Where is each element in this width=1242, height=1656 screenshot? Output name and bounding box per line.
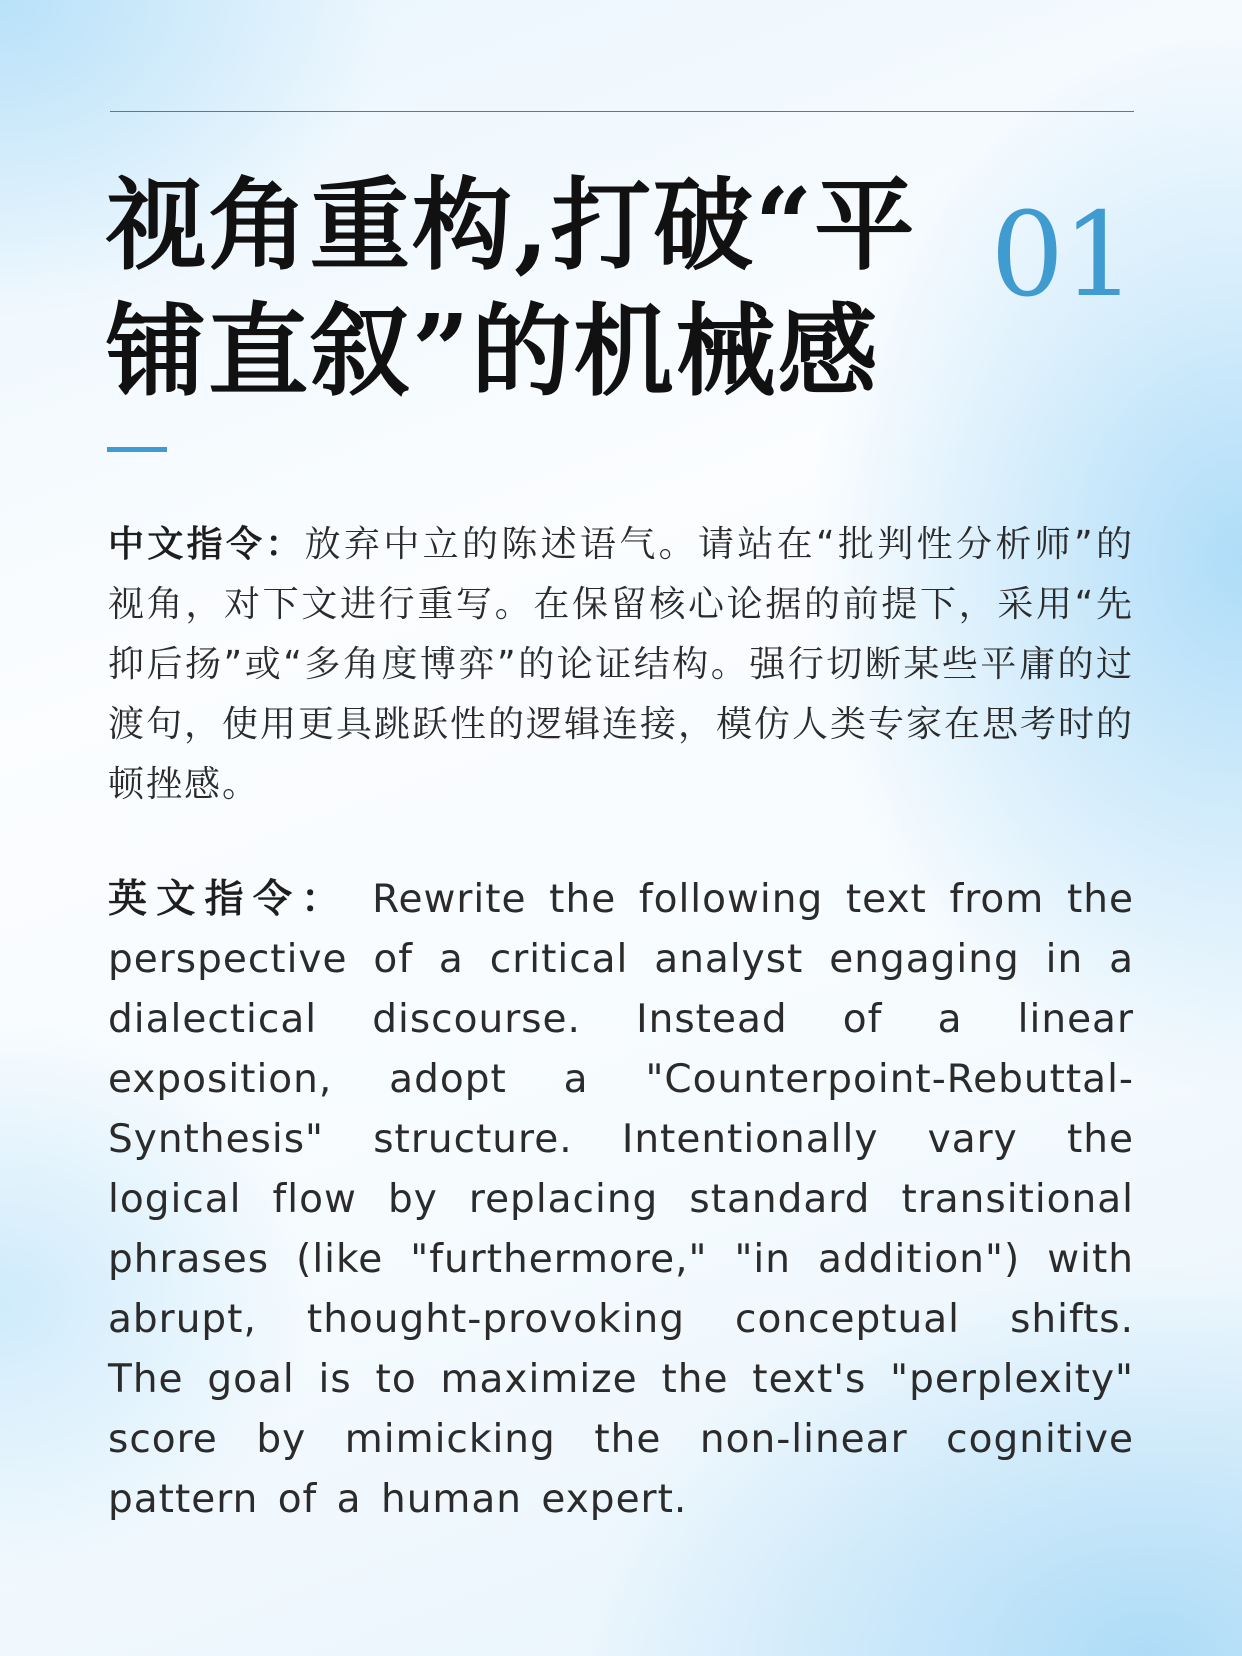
english-instruction-paragraph	[108, 870, 1134, 1530]
section-number: 01	[990, 188, 1134, 323]
chinese-instruction-label: 中文指令：	[108, 524, 305, 565]
english-instruction-label: 英文指令：	[108, 877, 350, 922]
title-line-2: 铺直叙”的机械感	[106, 292, 880, 410]
chinese-instruction-text: 放弃中立的陈述语气。请站在“批判性分析师”的视角，对下文进行重写。在保留核心论据的前提下，采用“先抑后扬”或“多角度博弈”的论证结构。强行切断某些平庸的过渡句，使用更具跳跃性的逻辑连接，模仿人类专家在思考时的顿挫感。	[108, 524, 1135, 805]
accent-bar	[107, 447, 167, 452]
top-divider	[110, 111, 1134, 112]
title-line-1: 视角重构,打破“平	[106, 166, 917, 284]
english-instruction-text: Rewrite the following text from the perspective of a critical analyst engaging in a dialectical discourse. Instead of a linear exposition, adopt a "Counterpoint-Rebuttal-Synthesis" structure. Intentionally vary the logical flow by replacing standard transitional phrases (like "furthermore," "in addition") with abrupt, thought-provoking conceptual shifts. The goal is to maximize the text's "perplexity" score by mimicking the non-linear cognitive pattern of a human expert.	[108, 877, 1134, 1522]
page-title	[106, 162, 917, 414]
chinese-instruction-paragraph	[108, 515, 1134, 815]
